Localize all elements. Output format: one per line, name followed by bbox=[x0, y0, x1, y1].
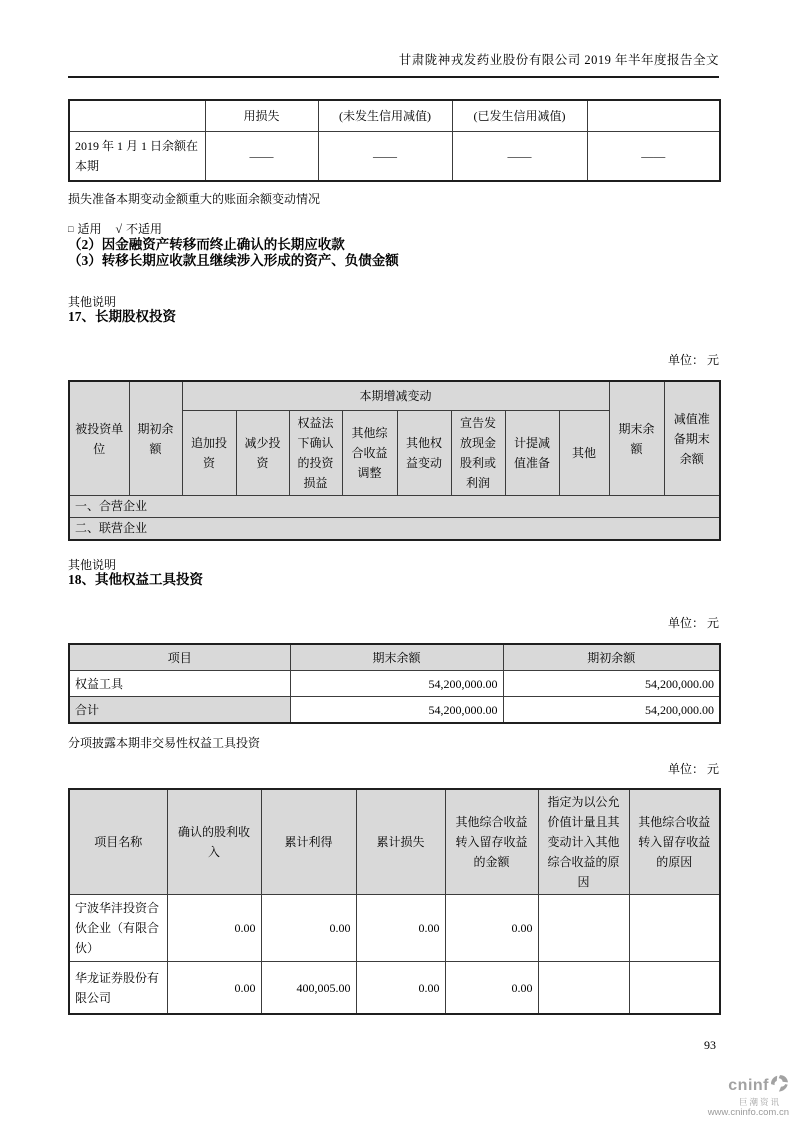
value-cell: 0.00 bbox=[167, 895, 261, 962]
cninfo-logo-url: www.cninfo.com.cn bbox=[707, 1107, 789, 1118]
checkmark-icon: √ bbox=[115, 222, 123, 236]
subheader-cell: 计提减值准备 bbox=[505, 411, 559, 496]
subheader-cell: 减少投资 bbox=[236, 411, 289, 496]
pinwheel-icon bbox=[770, 1074, 789, 1098]
heading-3: （3）转移长期应收款且继续涉入形成的资产、负债金额 bbox=[68, 253, 399, 268]
subheader-cell: 追加投资 bbox=[182, 411, 236, 496]
header-cell bbox=[69, 100, 205, 132]
value-cell: 0.00 bbox=[356, 895, 445, 962]
cninfo-logo-text: cninf bbox=[728, 1077, 769, 1094]
value-cell bbox=[538, 895, 629, 962]
row-label-cell: 华龙证券股份有限公司 bbox=[69, 962, 167, 1015]
row-label-cell: 合计 bbox=[69, 697, 290, 724]
value-cell: 54,200,000.00 bbox=[290, 697, 503, 724]
unit-label: 单位： 元 bbox=[667, 353, 719, 367]
credit-loss-table bbox=[68, 99, 721, 182]
table-row bbox=[69, 697, 720, 724]
header-cell: 项目名称 bbox=[69, 789, 167, 895]
header-cell: (未发生信用减值) bbox=[318, 100, 452, 132]
value-cell: 0.00 bbox=[445, 962, 538, 1015]
header-cell: 累计利得 bbox=[261, 789, 356, 895]
cninfo-logo bbox=[679, 1074, 789, 1119]
value-cell: 0.00 bbox=[356, 962, 445, 1015]
loss-change-note: 损失准备本期变动金额重大的账面余额变动情况 bbox=[68, 192, 321, 206]
other-note: 其他说明 bbox=[68, 295, 117, 309]
equity-instrument-table bbox=[68, 643, 721, 724]
header-cell: 期初余额 bbox=[129, 381, 182, 496]
apply-label: 适用 bbox=[77, 222, 102, 236]
value-cell: 54,200,000.00 bbox=[503, 671, 720, 697]
page-number: 93 bbox=[704, 1038, 716, 1052]
table-row bbox=[69, 132, 720, 182]
table-row bbox=[69, 895, 720, 962]
table-header-row bbox=[69, 644, 720, 671]
cninfo-logo-subtext: 巨潮资讯 bbox=[738, 1097, 781, 1107]
value-cell: 0.00 bbox=[445, 895, 538, 962]
subheader-cell: 其他 bbox=[559, 411, 609, 496]
applicability-line bbox=[68, 220, 719, 237]
header-cell: 期末余额 bbox=[609, 381, 664, 496]
header-cell: (已发生信用减值) bbox=[452, 100, 587, 132]
checkbox-unchecked-icon: □ bbox=[68, 224, 74, 234]
table-row bbox=[69, 671, 720, 697]
header-cell: 期末余额 bbox=[290, 644, 503, 671]
value-cell: 54,200,000.00 bbox=[290, 671, 503, 697]
value-cell: 400,005.00 bbox=[261, 962, 356, 1015]
table-row bbox=[69, 496, 720, 518]
table-header-row bbox=[69, 381, 720, 411]
category-row-cell: 一、合营企业 bbox=[69, 496, 720, 518]
table-row bbox=[69, 962, 720, 1015]
category-row-cell: 二、联营企业 bbox=[69, 518, 720, 541]
header-cell bbox=[587, 100, 720, 132]
value-cell: 0.00 bbox=[261, 895, 356, 962]
header-cell: 累计损失 bbox=[356, 789, 445, 895]
header-cell: 确认的股利收入 bbox=[167, 789, 261, 895]
value-cell: —— bbox=[318, 132, 452, 182]
header-cell: 项目 bbox=[69, 644, 290, 671]
long-term-equity-table bbox=[68, 380, 721, 541]
value-cell bbox=[538, 962, 629, 1015]
header-cell: 期初余额 bbox=[503, 644, 720, 671]
header-cell: 其他综合收益转入留存收益的原因 bbox=[629, 789, 720, 895]
unit-label: 单位： 元 bbox=[667, 616, 719, 630]
header-cell: 指定为以公允价值计量且其变动计入其他综合收益的原因 bbox=[538, 789, 629, 895]
table-header-row bbox=[69, 100, 720, 132]
header-cell: 减值准备期末余额 bbox=[664, 381, 720, 496]
value-cell: —— bbox=[205, 132, 318, 182]
subheader-cell: 权益法下确认的投资损益 bbox=[289, 411, 342, 496]
value-cell: —— bbox=[452, 132, 587, 182]
heading-18: 18、其他权益工具投资 bbox=[68, 572, 203, 587]
subheader-cell: 宣告发放现金股利或利润 bbox=[451, 411, 505, 496]
subheader-cell: 其他权益变动 bbox=[397, 411, 451, 496]
heading-17: 17、长期股权投资 bbox=[68, 309, 176, 324]
value-cell: 0.00 bbox=[167, 962, 261, 1015]
disclosure-note: 分项披露本期非交易性权益工具投资 bbox=[68, 736, 261, 750]
row-label-cell: 2019 年 1 月 1 日余额在本期 bbox=[69, 132, 205, 182]
row-label-cell: 宁波华沣投资合伙企业（有限合伙） bbox=[69, 895, 167, 962]
row-label-cell: 权益工具 bbox=[69, 671, 290, 697]
value-cell: —— bbox=[587, 132, 720, 182]
header-cell: 其他综合收益转入留存收益的金额 bbox=[445, 789, 538, 895]
unit-label: 单位： 元 bbox=[667, 762, 719, 776]
value-cell bbox=[629, 962, 720, 1015]
value-cell bbox=[629, 895, 720, 962]
header-cell: 被投资单位 bbox=[69, 381, 129, 496]
table-row bbox=[69, 518, 720, 541]
table-header-row bbox=[69, 789, 720, 895]
value-cell: 54,200,000.00 bbox=[503, 697, 720, 724]
heading-2: （2）因金融资产转移而终止确认的长期应收款 bbox=[68, 237, 345, 252]
header-group-cell: 本期增减变动 bbox=[182, 381, 609, 411]
header-cell: 用损失 bbox=[205, 100, 318, 132]
non-trading-equity-table bbox=[68, 788, 721, 1015]
document-header-title: 甘肃陇神戎发药业股份有限公司 2019 年半年度报告全文 bbox=[68, 52, 719, 78]
not-apply-label: 不适用 bbox=[126, 222, 163, 236]
subheader-cell: 其他综合收益调整 bbox=[342, 411, 397, 496]
other-note: 其他说明 bbox=[68, 558, 117, 572]
